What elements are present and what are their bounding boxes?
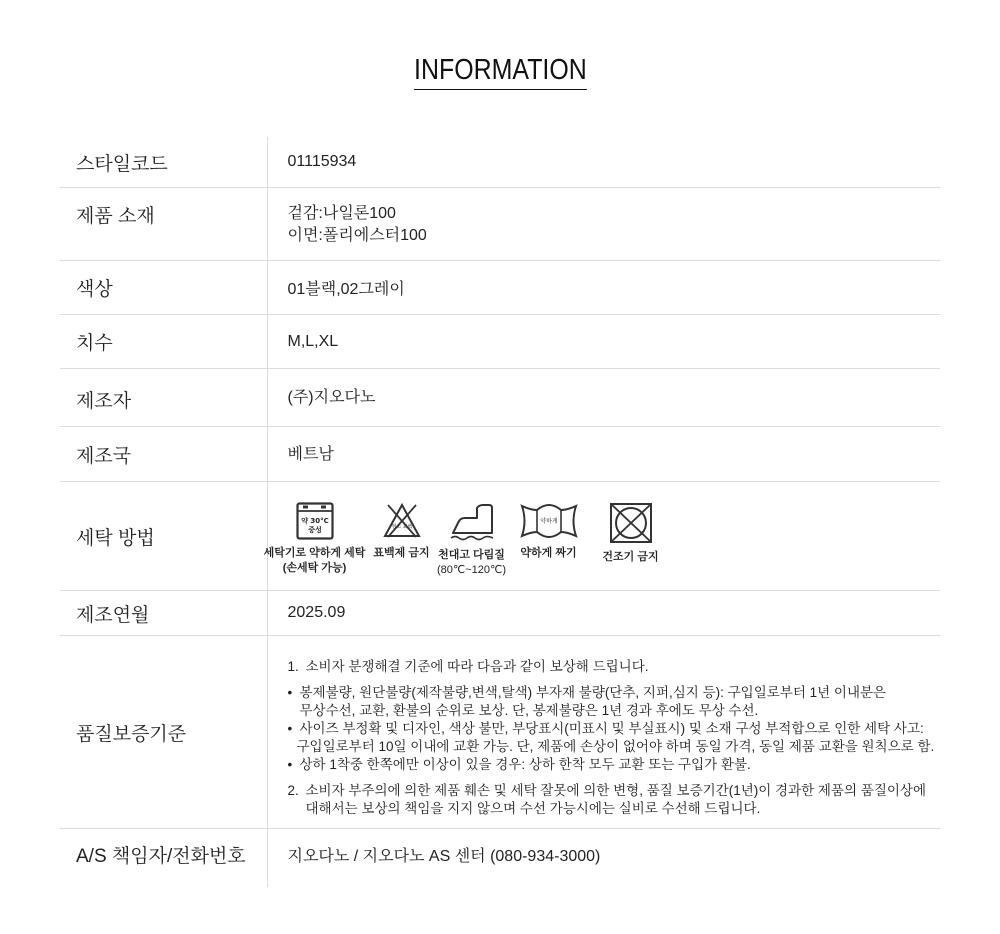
label-cell [60,137,267,188]
dryer-label [602,550,658,565]
no-tumble-dry-icon [609,502,653,544]
title-wrap [0,52,1000,90]
care-icons [260,482,941,578]
row-as [60,829,940,887]
value-cell [267,188,940,261]
item-text: 소비자 부주의에 의한 제품 훼손 및 세탁 잘못에 의한 변형, 품질 보증기간(1년)이 경과한 제품의 품질이상에 [305,783,926,798]
value-cell [267,427,940,482]
bullet: • [287,685,293,700]
label-cell [60,636,267,829]
bullet-text-cont: 무상수선, 교환, 환불의 순위로 보상. 단, 봉제불량은 1년 경과 후에도 무상 수선. [299,703,759,718]
wash-machine-icon [296,502,334,540]
iron-icon [449,502,495,542]
item-text-cont: 대해서는 보상의 책임을 지지 않으며 수선 가능시에는 실비로 수선해 드립니다. [305,801,761,816]
label-cell [60,188,267,261]
label-cell [60,369,267,427]
dryer-label-line1: 건조기 금지 [602,551,659,563]
wash-label [264,546,366,576]
label-cell [60,427,267,482]
size-label: 치수 [76,333,113,354]
row-material [60,188,940,261]
bullet-text: 상하 1착중 한쪽에만 이상이 있을 경우: 상하 한착 모두 교환 또는 구입가 환불. [299,757,751,772]
row-color [60,261,940,315]
label-cell [60,482,267,591]
wash-label-line2: (손세탁 가능) [282,562,347,574]
maker-label: 제조자 [76,391,132,412]
page-title: INFORMATION [414,52,587,90]
row-size [60,315,940,369]
country-label: 제조국 [76,445,132,467]
quality-text [288,636,941,818]
style-code-label: 스타일코드 [76,153,168,175]
no-bleach-icon [382,502,422,540]
bullet: • [287,757,293,772]
bleach-label-line1: 표백제 금지 [373,547,430,559]
bleach-text: 염소 표백 [391,524,412,530]
row-date [60,591,940,636]
bullet: • [287,721,293,736]
date-value: 2025.09 [287,604,346,621]
care-item-dryer [588,502,674,565]
row-country [60,427,940,482]
color-label: 색상 [76,279,113,300]
quality-item-1 [288,658,941,676]
quality-bullet-3 [288,756,941,774]
bullet-text: 봉제불량, 원단불량(제작불량,변색,탈색) 부자재 불량(단추, 지퍼,심지 등): 구입일로부터 1년 이내분은 [299,685,887,700]
iron-label-line2: (80℃~120℃) [436,564,507,576]
wring-text: 약하게 [539,518,558,525]
wash-temp-text: 약 30°C [300,517,329,525]
wash-label-line1: 세탁기로 약하게 세탁 [263,547,366,559]
value-cell [267,636,940,829]
color-value: 01블랙,02그레이 [287,281,405,298]
value-cell [267,261,940,315]
quality-bullet-2 [288,720,941,738]
item-number: 2. [287,783,299,798]
country-value: 베트남 [287,445,334,463]
value-cell [267,315,940,369]
size-value: M,L,XL [287,332,339,350]
label-cell [60,315,267,369]
wring-label [520,546,576,561]
row-style-code [60,137,940,188]
iron-label-line1: 천대고 다림질 [438,549,505,561]
value-cell [267,137,940,188]
care-item-iron [434,502,510,578]
washing-label: 세탁 방법 [76,527,155,549]
wash-neutral-text: 중성 [307,526,322,534]
bullet-text-cont: 구입일로부터 10일 이내에 교환 가능. 단, 제품에 손상이 없어야 하며 동일 가격, 동일 제품 교환을 원칙으로 함. [296,739,935,754]
value-cell [267,591,940,636]
label-cell [60,261,267,315]
style-code-value: 01115934 [287,153,357,170]
value-cell [263,482,940,591]
material-lining: 이면:폴리에스터100 [287,227,427,244]
care-item-bleach [370,502,434,561]
bullet-text: 사이즈 부정확 및 디자인, 색상 불만, 부당표시(미표시 및 부실표시) 및 소재 구성 부적합으로 인한 세탁 사고: [299,721,924,736]
care-item-wring [510,502,588,561]
bleach-label [373,546,429,561]
row-washing [60,482,940,591]
quality-bullet-1 [288,684,941,702]
material-outer: 겉감:나일론100 [287,205,396,222]
item-number: 1. [287,659,299,674]
value-cell [267,369,940,427]
quality-label: 품질보증기준 [76,723,187,745]
wring-label-line1: 약하게 짜기 [520,547,577,559]
as-label: A/S 책임자/전화번호 [76,845,246,867]
material-label: 제품 소재 [76,206,155,227]
as-value: 지오다노 / 지오다노 AS 센터 (080-934-3000) [287,847,601,865]
iron-label [437,548,506,578]
quality-item-2 [288,782,941,800]
label-cell [60,591,267,636]
item-text: 소비자 분쟁해결 기준에 따라 다음과 같이 보상해 드립니다. [305,659,649,674]
row-quality [60,636,940,829]
info-table [60,137,940,887]
value-cell [267,829,940,887]
row-maker [60,369,940,427]
maker-value: (주)지오다노 [287,389,376,406]
wring-gently-icon [519,502,579,540]
label-cell [60,829,267,887]
date-label: 제조연월 [76,604,150,626]
care-item-wash [260,502,370,576]
